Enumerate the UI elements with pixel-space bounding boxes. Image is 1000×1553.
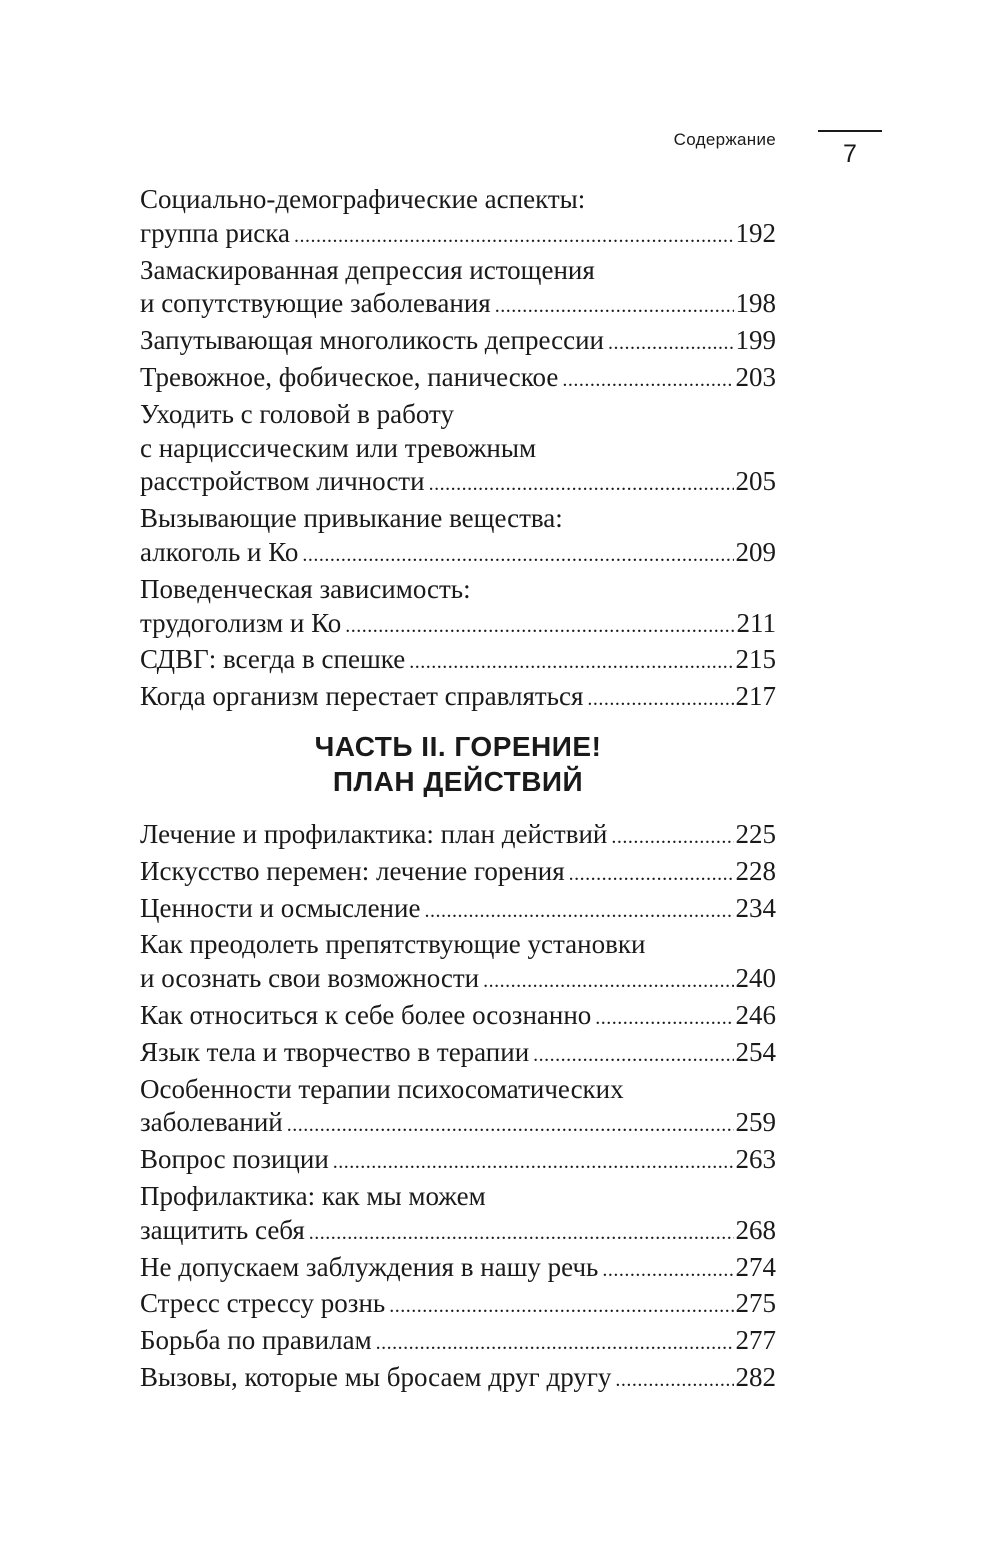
toc-entry-line bbox=[140, 962, 776, 999]
toc-entry-line bbox=[140, 892, 776, 929]
toc-entry-page-number: 277 bbox=[735, 1325, 776, 1356]
toc-entry-title: Особенности терапии психосоматических bbox=[140, 1073, 624, 1104]
toc-entry-title: Не допускаем заблуждения в нашу речь bbox=[140, 1251, 599, 1282]
toc-entry-line bbox=[140, 1106, 776, 1143]
toc-entry-line bbox=[140, 536, 776, 573]
dot-leader bbox=[595, 1002, 733, 1036]
dot-leader bbox=[294, 220, 734, 254]
toc-entry-page-number: 274 bbox=[735, 1251, 776, 1282]
toc-entry[interactable] bbox=[140, 1073, 776, 1144]
toc-entry-page-number: 215 bbox=[735, 644, 776, 675]
toc-entry-line bbox=[140, 254, 776, 288]
toc-entry[interactable] bbox=[140, 680, 776, 717]
toc-entry-line bbox=[140, 818, 776, 855]
dot-leader bbox=[562, 364, 733, 398]
toc-entry-line bbox=[140, 361, 776, 398]
toc-entry-line bbox=[140, 1143, 776, 1180]
dot-leader bbox=[608, 327, 734, 361]
toc-entry-line bbox=[140, 999, 776, 1036]
dot-leader bbox=[569, 858, 734, 892]
dot-leader bbox=[587, 683, 733, 717]
toc-list-part2 bbox=[140, 818, 776, 1398]
toc-entry-page-number: 192 bbox=[735, 217, 776, 248]
toc-entry-title: Тревожное, фобическое, паническое bbox=[140, 361, 559, 392]
toc-entry-line bbox=[140, 1036, 776, 1073]
toc-entry-page-number: 198 bbox=[735, 288, 776, 319]
toc-entry[interactable] bbox=[140, 818, 776, 855]
dot-leader bbox=[533, 1039, 733, 1073]
toc-entry-line bbox=[140, 502, 776, 536]
toc-entry-page-number: 240 bbox=[735, 963, 776, 994]
toc-entry[interactable] bbox=[140, 1251, 776, 1288]
part-heading-line-2: ПЛАН ДЕЙСТВИЙ bbox=[332, 766, 584, 797]
toc-entry-page-number: 199 bbox=[735, 325, 776, 356]
toc-entry-title: Когда организм перестает справляться bbox=[140, 681, 584, 712]
toc-entry[interactable] bbox=[140, 324, 776, 361]
toc-entry-title: заболеваний bbox=[140, 1107, 283, 1138]
toc-entry-title: Искусство перемен: лечение горения bbox=[140, 855, 565, 886]
toc-entry-page-number: 203 bbox=[735, 361, 776, 392]
dot-leader bbox=[287, 1109, 734, 1143]
toc-entry-page-number: 268 bbox=[735, 1214, 776, 1245]
toc-entry-title: Вопрос позиции bbox=[140, 1144, 329, 1175]
toc-entry-title: Вызывающие привыкание вещества: bbox=[140, 503, 563, 534]
dot-leader bbox=[483, 965, 733, 999]
toc-entry[interactable] bbox=[140, 502, 776, 573]
toc-entry-line bbox=[140, 1214, 776, 1251]
toc-entry[interactable] bbox=[140, 1143, 776, 1180]
page-number: 7 bbox=[843, 140, 857, 168]
toc-entry-line bbox=[140, 680, 776, 717]
toc-entry-page-number: 263 bbox=[735, 1144, 776, 1175]
toc-entry[interactable] bbox=[140, 1361, 776, 1398]
toc-entry-title: Замаскированная депрессия истощения bbox=[140, 254, 595, 285]
toc-entry-page-number: 211 bbox=[736, 607, 776, 638]
toc-entry-line bbox=[140, 398, 776, 432]
toc-entry-line bbox=[140, 928, 776, 962]
part-heading bbox=[140, 729, 776, 799]
dot-leader bbox=[611, 821, 733, 855]
dot-leader bbox=[345, 610, 734, 644]
dot-leader bbox=[309, 1217, 734, 1251]
toc-entry-line bbox=[140, 1324, 776, 1361]
toc-entry-line bbox=[140, 183, 776, 217]
toc-entry-line bbox=[140, 573, 776, 607]
toc-entry[interactable] bbox=[140, 1324, 776, 1361]
toc-entry[interactable] bbox=[140, 398, 776, 502]
toc-entry-title: группа риска bbox=[140, 217, 290, 248]
toc-entry[interactable] bbox=[140, 855, 776, 892]
toc-entry[interactable] bbox=[140, 573, 776, 644]
toc-entry-line bbox=[140, 855, 776, 892]
toc-list-part1 bbox=[140, 183, 776, 717]
dot-leader bbox=[302, 539, 733, 573]
dot-leader bbox=[615, 1364, 733, 1398]
toc-entry-title: Уходить с головой в работу bbox=[140, 398, 454, 429]
toc-entry[interactable] bbox=[140, 1036, 776, 1073]
toc-entry-title: и сопутствующие заболевания bbox=[140, 288, 491, 319]
toc-entry-line bbox=[140, 1073, 776, 1107]
toc-entry-page-number: 275 bbox=[735, 1288, 776, 1319]
toc-entry-title: Поведенческая зависимость: bbox=[140, 573, 471, 604]
dot-leader bbox=[495, 290, 734, 324]
toc-entry[interactable] bbox=[140, 999, 776, 1036]
toc-entry-title: Запутывающая многоликость депрессии bbox=[140, 325, 604, 356]
toc-entry-page-number: 254 bbox=[735, 1036, 776, 1067]
toc-entry-line bbox=[140, 432, 776, 466]
dot-leader bbox=[602, 1254, 733, 1288]
toc-entry-title: Стресс стрессу рознь bbox=[140, 1288, 386, 1319]
toc-entry[interactable] bbox=[140, 254, 776, 325]
toc-entry[interactable] bbox=[140, 1287, 776, 1324]
toc-entry[interactable] bbox=[140, 183, 776, 254]
toc-entry[interactable] bbox=[140, 1180, 776, 1251]
toc-entry-title: Ценности и осмысление bbox=[140, 892, 421, 923]
dot-leader bbox=[429, 468, 734, 502]
toc-entry-page-number: 217 bbox=[735, 681, 776, 712]
toc-entry-line bbox=[140, 1361, 776, 1398]
toc-entry-title: и осознать свои возможности bbox=[140, 963, 480, 994]
toc-entry-page-number: 246 bbox=[735, 999, 776, 1030]
toc-entry-title: с нарциссическим или тревожным bbox=[140, 432, 537, 463]
dot-leader bbox=[333, 1146, 734, 1180]
toc-entry-title: Вызовы, которые мы бросаем друг другу bbox=[140, 1361, 612, 1392]
toc-entry-title: СДВГ: всегда в спешке bbox=[140, 644, 406, 675]
toc-entry-page-number: 234 bbox=[735, 892, 776, 923]
toc-entry[interactable] bbox=[140, 892, 776, 929]
toc-entry-title: алкоголь и Ко bbox=[140, 536, 299, 567]
toc-entry-title: трудоголизм и Ко bbox=[140, 607, 342, 638]
toc-entry-title: Профилактика: как мы можем bbox=[140, 1180, 486, 1211]
running-title: Содержание bbox=[673, 130, 776, 149]
toc-entry-line bbox=[140, 324, 776, 361]
dot-leader bbox=[376, 1327, 734, 1361]
toc-entry-line bbox=[140, 217, 776, 254]
toc-entry-line bbox=[140, 287, 776, 324]
toc-entry[interactable] bbox=[140, 928, 776, 999]
toc-entry-page-number: 205 bbox=[735, 466, 776, 497]
toc-entry[interactable] bbox=[140, 643, 776, 680]
toc-entry-line bbox=[140, 1180, 776, 1214]
toc-entry-line bbox=[140, 643, 776, 680]
toc-entry-title: Социально-демографические аспекты: bbox=[140, 184, 586, 214]
toc-entry-page-number: 282 bbox=[735, 1361, 776, 1392]
dot-leader bbox=[389, 1290, 733, 1324]
toc-entry-title: Как относиться к себе более осознанно bbox=[140, 999, 592, 1030]
toc-entry-line bbox=[140, 465, 776, 502]
dot-leader bbox=[409, 646, 733, 680]
toc-entry-title: Язык тела и творчество в терапии bbox=[140, 1036, 530, 1067]
toc-entry-title: Борьба по правилам bbox=[140, 1325, 372, 1356]
toc-entry-line bbox=[140, 1251, 776, 1288]
toc-entry-title: Лечение и профилактика: план действий bbox=[140, 819, 608, 849]
toc-entry-page-number: 209 bbox=[735, 536, 776, 567]
header-rule bbox=[818, 130, 882, 132]
toc-entry-page-number: 225 bbox=[735, 819, 776, 849]
toc-entry-page-number: 259 bbox=[735, 1107, 776, 1138]
toc-entry-line bbox=[140, 607, 776, 644]
toc-entry-title: Как преодолеть препятствующие установки bbox=[140, 929, 646, 960]
toc-entry[interactable] bbox=[140, 361, 776, 398]
toc-entry-title: расстройством личности bbox=[140, 466, 425, 497]
toc-entry-line bbox=[140, 1287, 776, 1324]
dot-leader bbox=[424, 895, 733, 929]
toc-entry-page-number: 228 bbox=[735, 855, 776, 886]
part-heading-line-1: ЧАСТЬ II. ГОРЕНИЕ! bbox=[314, 731, 602, 762]
toc-entry-title: защитить себя bbox=[140, 1214, 305, 1245]
